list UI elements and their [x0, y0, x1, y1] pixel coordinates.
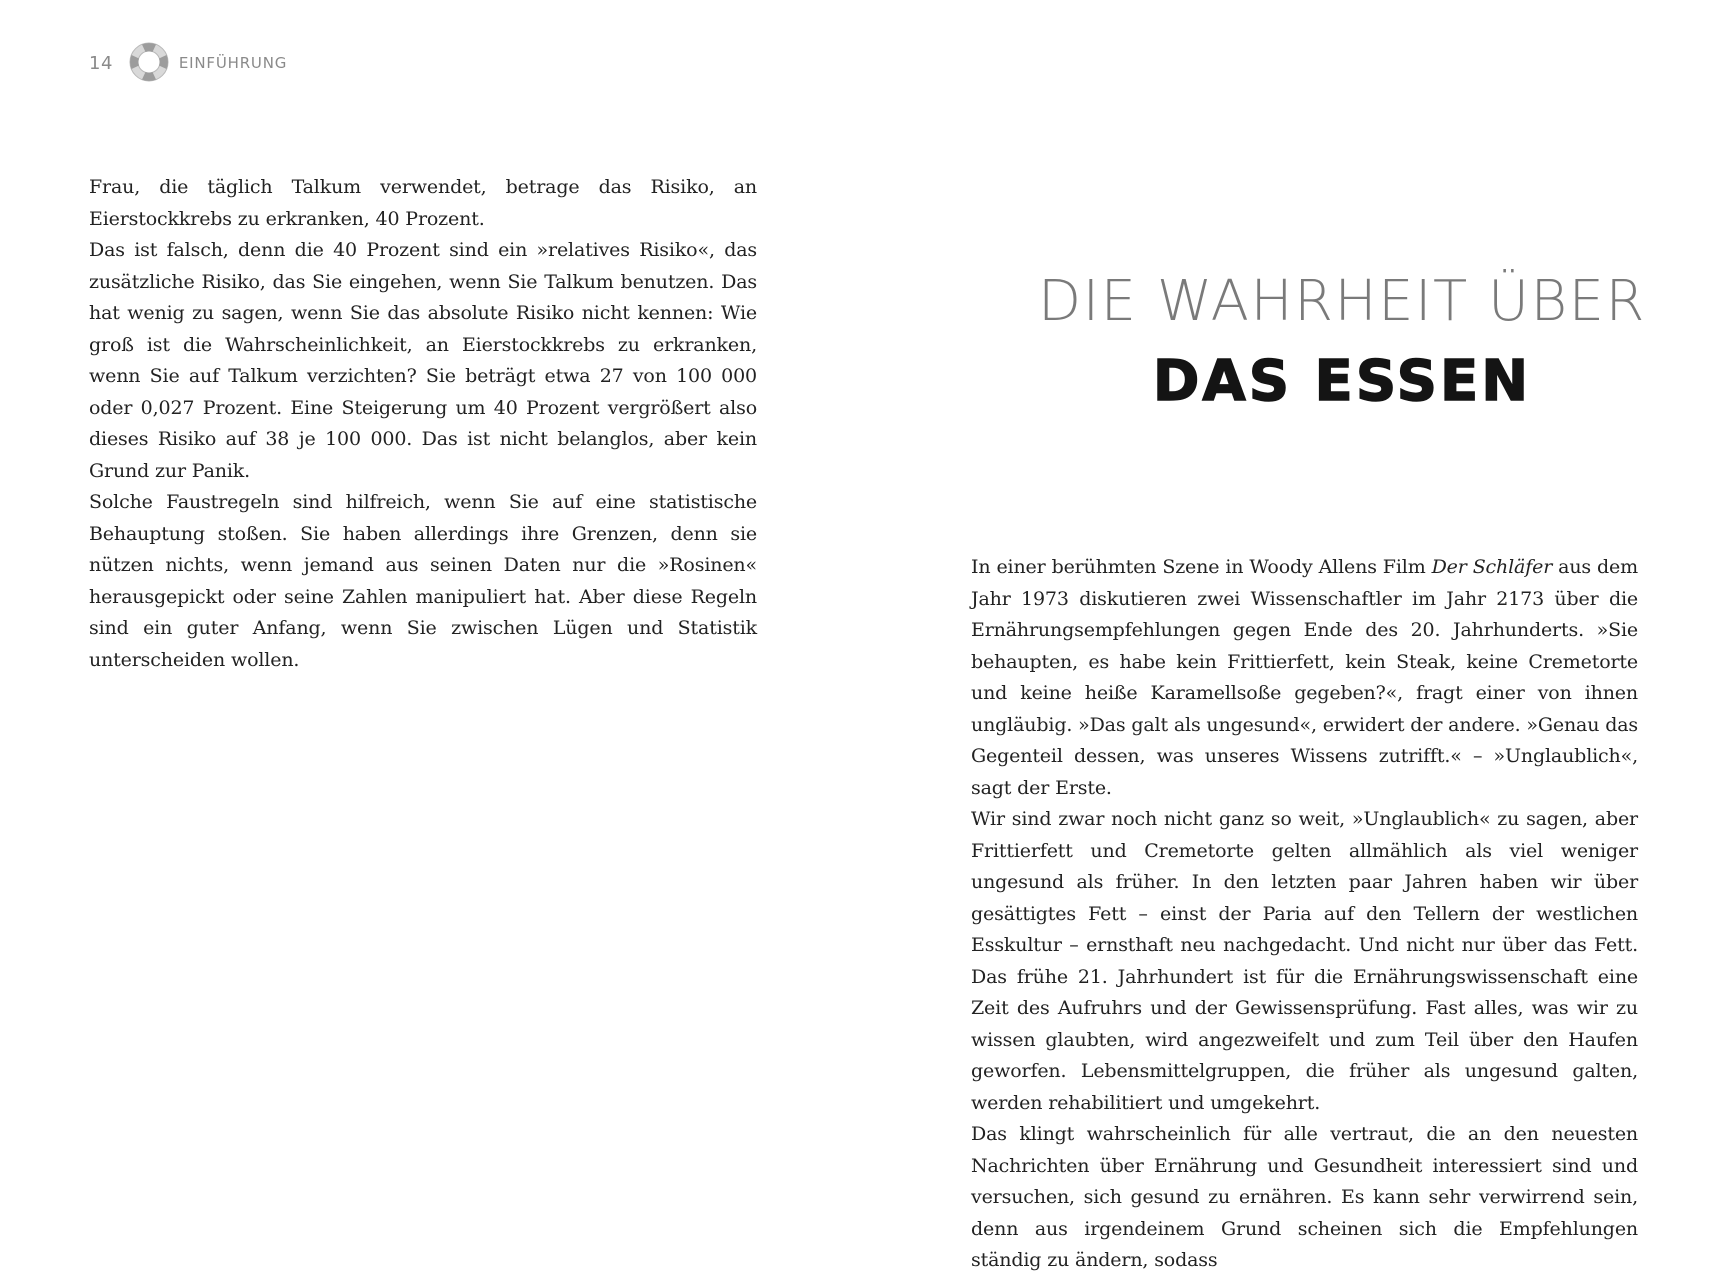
left-page — [0, 0, 856, 1270]
paragraph: Solche Faustregeln sind hilfreich, wenn Sie auf eine statistische Behauptung stoßen. Sie haben allerdings ihre Grenzen, denn sie nützen nichts, wenn jemand aus seinen Daten nur die »Rosinen« herausgepickt oder seine Zahlen manipuliert hat. Aber diese Regeln sind ein guter Anfang, wenn Sie zwischen Lügen und Statistik unterscheiden wollen. — [89, 491, 757, 671]
film-title: Der Schläfer — [1431, 556, 1553, 578]
chapter-heading-line-1: DIE WAHRHEIT ÜBER — [1038, 269, 1646, 334]
text-run: In einer berühmten Szene in Woody Allens Film — [971, 556, 1432, 578]
paragraph: Frau, die täglich Talkum verwendet, betrage das Risiko, an Eierstockkrebs zu erkranken, 40 Prozent. — [89, 176, 757, 230]
right-page — [856, 0, 1713, 1270]
paragraph — [971, 552, 1638, 804]
chapter-heading — [856, 268, 1713, 422]
lifebuoy-icon — [127, 40, 171, 84]
paragraph: Wir sind zwar noch nicht ganz so weit, »Unglaublich« zu sagen, aber Frittierfett und Cremetorte gelten allmählich als viel weniger ungesund als früher. In den letzten paar Jahren haben wir über gesättigtes Fett – einst der Paria auf den Tellern der westlichen Esskultur – ernsthaft neu nachgedacht. Und nicht nur über das Fett. Das frühe 21. Jahrhundert ist für die Ernährungswissenschaft eine Zeit des Aufruhrs und der Gewissensprüfung. Fast alles, was wir zu wissen glaubten, wird angezweifelt und zum Teil über den Haufen geworfen. Lebensmittelgruppen, die früher als ungesund galten, werden rehabilitiert und umgekehrt. — [971, 808, 1638, 1114]
page-number: 14 — [89, 53, 113, 74]
right-body-text — [971, 552, 1638, 1277]
left-body-text — [89, 172, 757, 676]
paragraph: Das klingt wahrscheinlich für alle vertraut, die an den neuesten Nachrichten über Ernährung und Gesundheit interessiert sind und versuchen, sich gesund zu ernähren. Es kann sehr verwirrend sein, denn aus irgendeinem Grund scheinen sich die Empfehlungen ständig zu ändern, sodass — [971, 1123, 1638, 1271]
paragraph: Das ist falsch, denn die 40 Prozent sind ein »relatives Risiko«, das zusätzliche Risiko, das Sie eingehen, wenn Sie Talkum benutzen. Das hat wenig zu sagen, wenn Sie das absolute Risiko nicht kennen: Wie groß ist die Wahrscheinlichkeit, an Eierstockkrebs zu erkranken, wenn Sie auf Talkum verzichten? Sie beträgt etwa 27 von 100 000 oder 0,027 Prozent. Eine Steigerung um 40 Prozent vergrößert also dieses Risiko auf 38 je 100 000. Das ist nicht belanglos, aber kein Grund zur Panik. — [89, 239, 757, 482]
running-head — [89, 40, 287, 84]
running-head-section: EINFÜHRUNG — [178, 54, 288, 72]
text-run: aus dem Jahr 1973 diskutieren zwei Wissenschaftler im Jahr 2173 über die Ernährungsempfehlungen gegen Ende des 20. Jahrhunderts. »Sie behaupten, es habe kein Frittierfett, kein Steak, keine Cremetorte und keine heiße Karamellsoße gegeben?«, fragt einer von ihnen ungläubig. »Das galt als ungesund«, erwidert der andere. »Genau das Gegenteil dessen, was unseres Wissens zutrifft.« – »Unglaublich«, sagt der Erste. — [971, 556, 1638, 799]
chapter-heading-line-2: DAS ESSEN — [1152, 349, 1532, 414]
